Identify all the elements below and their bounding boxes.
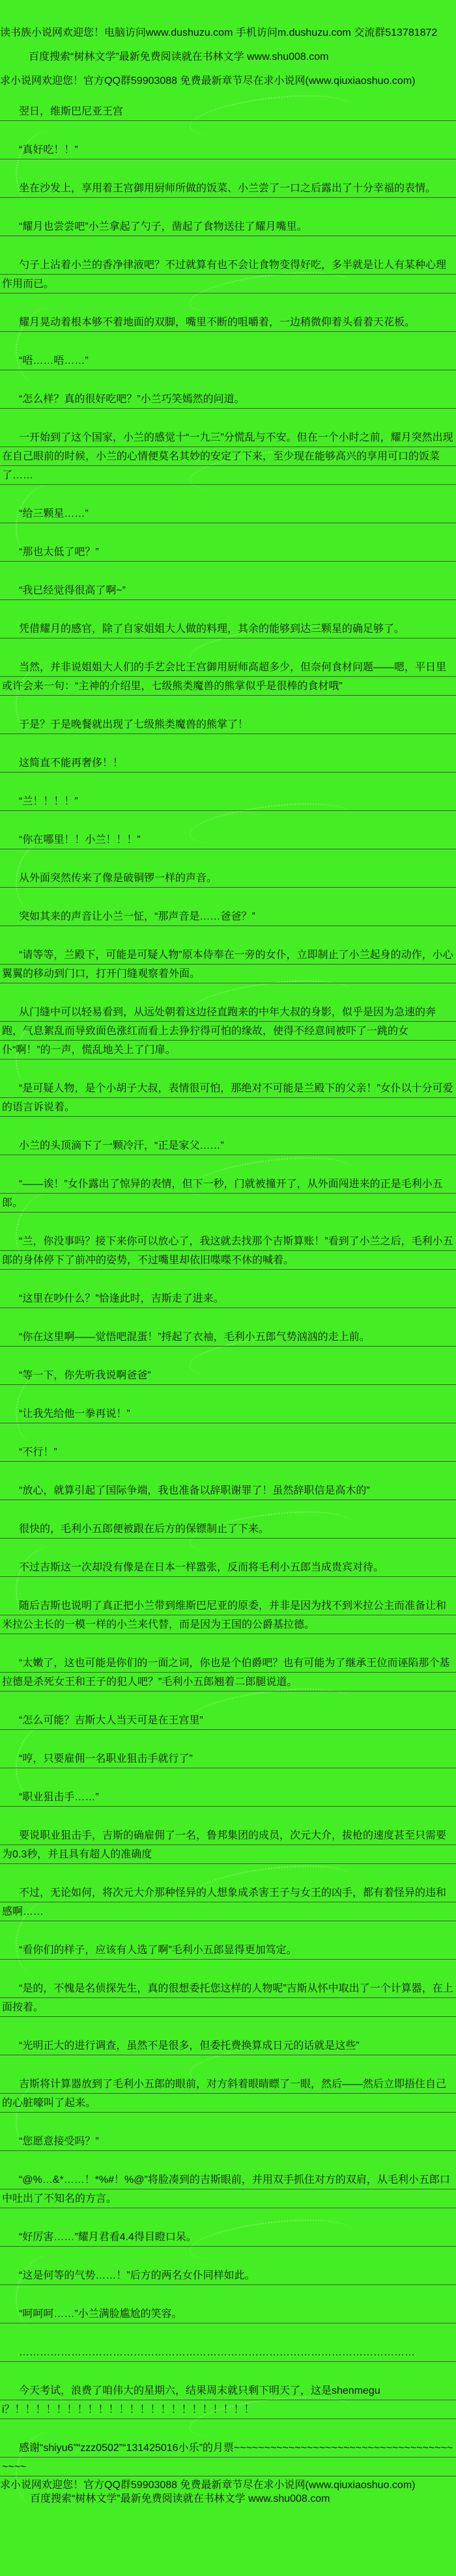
- paragraph: “是的，不愧是名侦探先生，真的很想委托您这样的人物呢”吉斯从怀中取出了一个计算器，在上面按着。: [0, 1979, 456, 2017]
- paragraph: “职业狙击手……”: [0, 1788, 456, 1807]
- paragraph: 突如其来的声音让小兰一怔，“那声音是……爸爸？”: [0, 907, 456, 926]
- paragraph: 今天考试，浪费了咱伟大的星期六，结果周末就只剩下明天了，这是shenmegui？！！！！！！！！！！！！！！！！！！！！！！！: [0, 2381, 456, 2419]
- paragraph: “光明正大的进行调查，虽然不是很多，但委托费换算成日元的话就是这些”: [0, 2036, 456, 2055]
- paragraph: 一开始到了这个国家，小兰的感觉十“一九三”分慌乱与不安。但在一个小时之前，耀月突然出现在自己眼前的时候，小兰的心情便莫名其妙的安定了下来，至少现在能够高兴的享用可口的饭菜了……: [0, 428, 456, 485]
- paragraph: “让我先给他一拳再说！”: [0, 1404, 456, 1423]
- paragraph: “这里在吵什么？”恰逢此时，吉斯走了进来。: [0, 1289, 456, 1308]
- paragraph: “太嫩了，这也可能是你们的一面之词，你也是个伯爵吧？也有可能为了继承王位而诬陷那个基拉德是杀死女王和王子的犯人吧？”毛利小五郎翘着二郎腿说道。: [0, 1654, 456, 1692]
- paragraph: 勺子上沾着小兰的香净律液吧？不过就算有也不会让食物变得好吃，多半就是让人有某种心理作用而已。: [0, 256, 456, 294]
- site-header: [0, 0, 456, 93]
- paragraph: ……………………………………………………………………………………………………: [0, 2343, 456, 2362]
- paragraph: 耀月晃动着根本够不着地面的双脚，嘴里不断的咀嚼着，一边稍微仰着头看着天花板。: [0, 313, 456, 332]
- paragraph: “看你们的样子，应该有人选了啊”毛利小五郎显得更加笃定。: [0, 1941, 456, 1960]
- paragraph: “呵呵呵……”小兰满脸尴尬的笑容。: [0, 2305, 456, 2323]
- paragraph: “你在这里啊——觉悟吧混蛋！”捋起了衣袖，毛利小五郎气势汹汹的走上前。: [0, 1328, 456, 1347]
- chapter-body: [0, 102, 456, 2476]
- paragraph: “给三颗星……”: [0, 504, 456, 523]
- paragraph: 从外面突然传来了像是破铜锣一样的声音。: [0, 869, 456, 888]
- site-footer: [0, 2478, 456, 2511]
- paragraph: “——诶！”女仆露出了惊异的表情，但下一秒，门就被撞开了，从外面闯进来的正是毛利小五郎。: [0, 1175, 456, 1213]
- paragraph: “怎么样？真的很好吃吧？”小兰巧笑嫣然的问道。: [0, 390, 456, 409]
- paragraph: 凭借耀月的感官，除了自家姐姐大人做的料理，其余的能够到达三颗星的确足够了。: [0, 620, 456, 638]
- paragraph: “那也太低了吧？”: [0, 543, 456, 562]
- paragraph: “@%…&*……！*%#！%@”将脸凑到的吉斯眼前，并用双手抓住对方的双肩，从毛利小五郎口中吐出了不知名的方言。: [0, 2171, 456, 2208]
- paragraph: “放心，就算引起了国际争端，我也准备以辞职谢罪了！虽然辞职信是高木的”: [0, 1481, 456, 1500]
- paragraph: 感谢“shiyu6”“zzz0502”“131425016小乐”的月票~~~~~~~~~~~~~~~~~~~~~~~~~~~~~~~~~~~~~~~~: [0, 2439, 456, 2476]
- paragraph: “耀月也尝尝吧”小兰拿起了勺子，凿起了食物送往了耀月嘴里。: [0, 217, 456, 236]
- paragraph: “是可疑人物，是个小胡子大叔，表情很可怕，那绝对不可能是兰殿下的父亲！”女仆以十分可爱的语言诉说着。: [0, 1079, 456, 1117]
- site-promo-line-dushuzu: 读书族小说网欢迎您！电脑访问www.dushuzu.com 手机访问m.dushuzu.com 交流群513781872: [0, 27, 438, 38]
- paragraph: “怎么可能？吉斯大人当天可是在王宫里”: [0, 1711, 456, 1730]
- paragraph: 这简直不能再奢侈！！: [0, 754, 456, 773]
- paragraph: 当然，并非说姐姐大人们的手艺会比王宫御用厨师高超多少，但奈何食材问题——嗯，平日里或许会来一句：“主神的介绍里，七级熊类魔兽的熊掌似乎是很棒的食材哦”: [0, 658, 456, 696]
- paragraph: “不行！”: [0, 1443, 456, 1462]
- paragraph: “您愿意接受吗？”: [0, 2132, 456, 2151]
- paragraph: “你在哪里！！小兰！！！”: [0, 830, 456, 849]
- paragraph: “请等等，兰殿下，可能是可疑人物”原本侍奉在一旁的女仆，立即制止了小兰起身的动作，小心翼翼的移动到门口，打开门缝观察着外面。: [0, 946, 456, 983]
- paragraph: 不过，无论如何，将次元大介那种怪异的人想象成杀害王子与女王的凶手，都有着怪异的违和感啊……: [0, 1884, 456, 1921]
- site-promo-line-shu008: 百度搜索“树林文学”最新免费阅读就在书林文学 www.shu008.com: [29, 51, 329, 62]
- paragraph: “这是何等的气势……！”后方的两名女仆同样如此。: [0, 2266, 456, 2285]
- paragraph: “兰，你没事吗？接下来你可以放心了，我这就去找那个吉斯算账！”看到了小兰之后，毛利小五郎的身体停下了前冲的姿势，不过嘴里却依旧喋喋不休的喊着。: [0, 1232, 456, 1270]
- paragraph: “好厉害……”耀月君看4.4得目瞪口呆。: [0, 2228, 456, 2247]
- paragraph: 于是？于是晚餐就出现了七级熊类魔兽的熊掌了！: [0, 715, 456, 734]
- paragraph: 很快的，毛利小五郎便被跟在后方的保镖制止了下来。: [0, 1520, 456, 1539]
- paragraph: “哼，只要雇佣一名职业狙击手就行了”: [0, 1749, 456, 1768]
- paragraph: 要说职业狙击手，吉斯的确雇佣了一名，鲁邦集团的成员，次元大介，拔枪的速度甚至只需要为0.3秒，并且具有超人的准确度: [0, 1826, 456, 1864]
- footer-promo-line-shu008: 百度搜索“树林文学”最新免费阅读就在书林文学 www.shu008.com: [30, 2493, 330, 2504]
- paragraph: 吉斯将计算器放到了毛利小五郎的眼前，对方斜着眼睛瞟了一眼，然后——然后立即捂住自己的心脏嚎叫了起来。: [0, 2075, 456, 2113]
- paragraph: 翌日，维斯巴尼亚王宫: [0, 102, 456, 121]
- paragraph: “兰！！！！”: [0, 792, 456, 811]
- paragraph: 坐在沙发上，享用着王宫御用厨师所做的饭菜、小兰尝了一口之后露出了十分幸福的表情。: [0, 179, 456, 198]
- site-promo-line-qiuxiaoshuo: 求小说网欢迎您！官方QQ群59903088 免费最新章节尽在求小说网(www.qiuxiaoshuo.com): [0, 75, 416, 87]
- paragraph: “我已经觉得很高了啊~”: [0, 581, 456, 600]
- paragraph: “真好吃！！”: [0, 141, 456, 159]
- paragraph: “等一下，你先听我说啊爸爸”: [0, 1366, 456, 1385]
- paragraph: 不过吉斯这一次却没有像是在日本一样嚣张，反而将毛利小五郎当成贵宾对待。: [0, 1558, 456, 1577]
- paragraph: 小兰的头顶滴下了一颗冷汗，“正是家父……”: [0, 1136, 456, 1155]
- paragraph: 随后吉斯也说明了真正把小兰带到维斯巴尼亚的原委，并非是因为找不到米拉公主而准备让和米拉公主长的一模一样的小兰来代替，而是因为王国的公爵基拉德。: [0, 1596, 456, 1634]
- paragraph: “唔……唔……”: [0, 351, 456, 370]
- paragraph: 从门缝中可以轻易看到，从远处朝着这边径直跑来的中年大叔的身影，似乎是因为急速的奔跑，气息絮乱而导致面色涨红而看上去狰狞得可怕的缘故，使得不经意间被吓了一跳的女仆“啊！”的一声，慌乱地关上了门扉。: [0, 1003, 456, 1060]
- footer-promo-line-qiuxiaoshuo: 求小说网欢迎您！官方QQ群59903088 免费最新章节尽在求小说网(www.qiuxiaoshuo.com): [0, 2480, 416, 2491]
